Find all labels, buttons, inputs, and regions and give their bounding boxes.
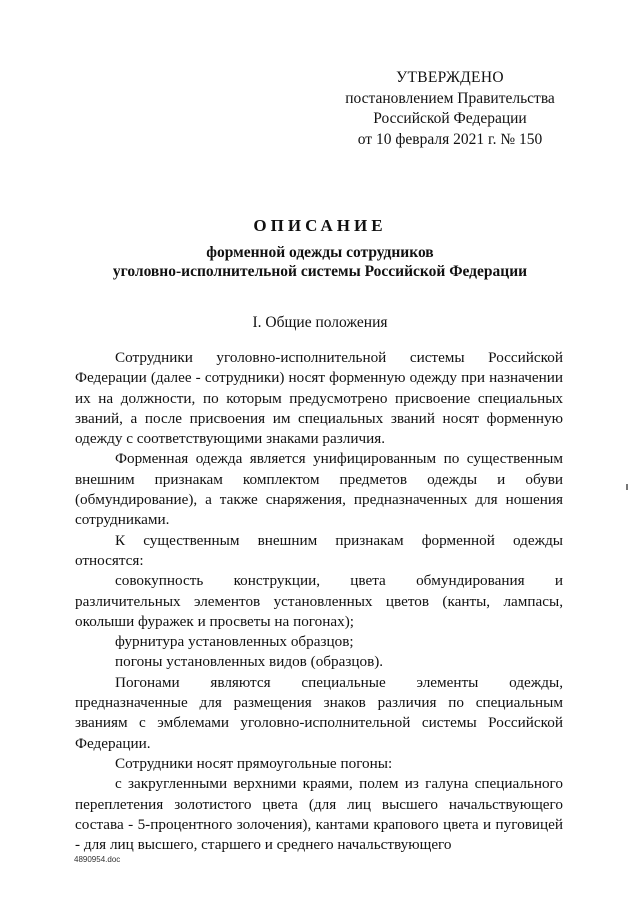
document-subtitle-line-2: уголовно-исполнительной системы Российской Федерации [112,263,528,280]
approval-stamp [330,68,570,150]
document-body [75,348,563,855]
paragraph: с закругленными верхними краями, полем из галуна специального переплетения золотистого цвета (для лиц высшего начальствующего состава - 5-процентного золочения), кантами крапового цвета и пуговицей - для лиц высшего, старшего и среднего начальствующего [75,775,563,854]
paragraph: Сотрудники уголовно-исполнительной системы Российской Федерации (далее - сотрудники) носят форменную одежду при назначении их на должности, по которым предусмотрено присвоение специальных званий, а после присвоения им специальных званий носят форменную одежду с соответствующими знаками различия. [75,349,563,448]
paragraph: Погонами являются специальные элементы одежды, предназначенные для размещения знаков различия по специальным званиям с эмблемами уголовно-исполнительной системы Российской Федерации. [75,673,563,752]
paragraph: погоны установленных видов (образцов). [115,653,384,671]
paragraph: Сотрудники носят прямоугольные погоны: [115,754,393,772]
paragraph: фурнитура установленных образцов; [115,633,354,651]
approval-line-authority: Российской Федерации [373,110,527,127]
footer-file-reference: 4890954.doc [74,855,121,864]
paragraph: совокупность конструкции, цвета обмундирования и различительных элементов установленных цветов (канты, лампасы, околыши фуражек и просветы на погонах); [75,572,563,630]
scan-margin-mark [626,484,628,490]
document-subtitle-line-1: форменной одежды сотрудников [206,244,434,261]
approval-line-date-number: от 10 февраля 2021 г. № 150 [357,130,543,148]
document-title: ОПИСАНИЕ [253,216,387,235]
approval-line-decree: постановлением Правительства [345,89,555,107]
approval-title: УТВЕРЖДЕНО [396,69,504,86]
section-heading: I. Общие положения [252,314,388,331]
paragraph: Форменная одежда является унифицированным по существенным внешним признакам комплектом предметов одежды и обуви (обмундирование), а также снаряжения, предназначенных для ношения сотрудниками. [75,450,563,529]
document-subtitle [0,243,640,281]
paragraph: К существенным внешним признакам форменной одежды относятся: [75,531,563,569]
